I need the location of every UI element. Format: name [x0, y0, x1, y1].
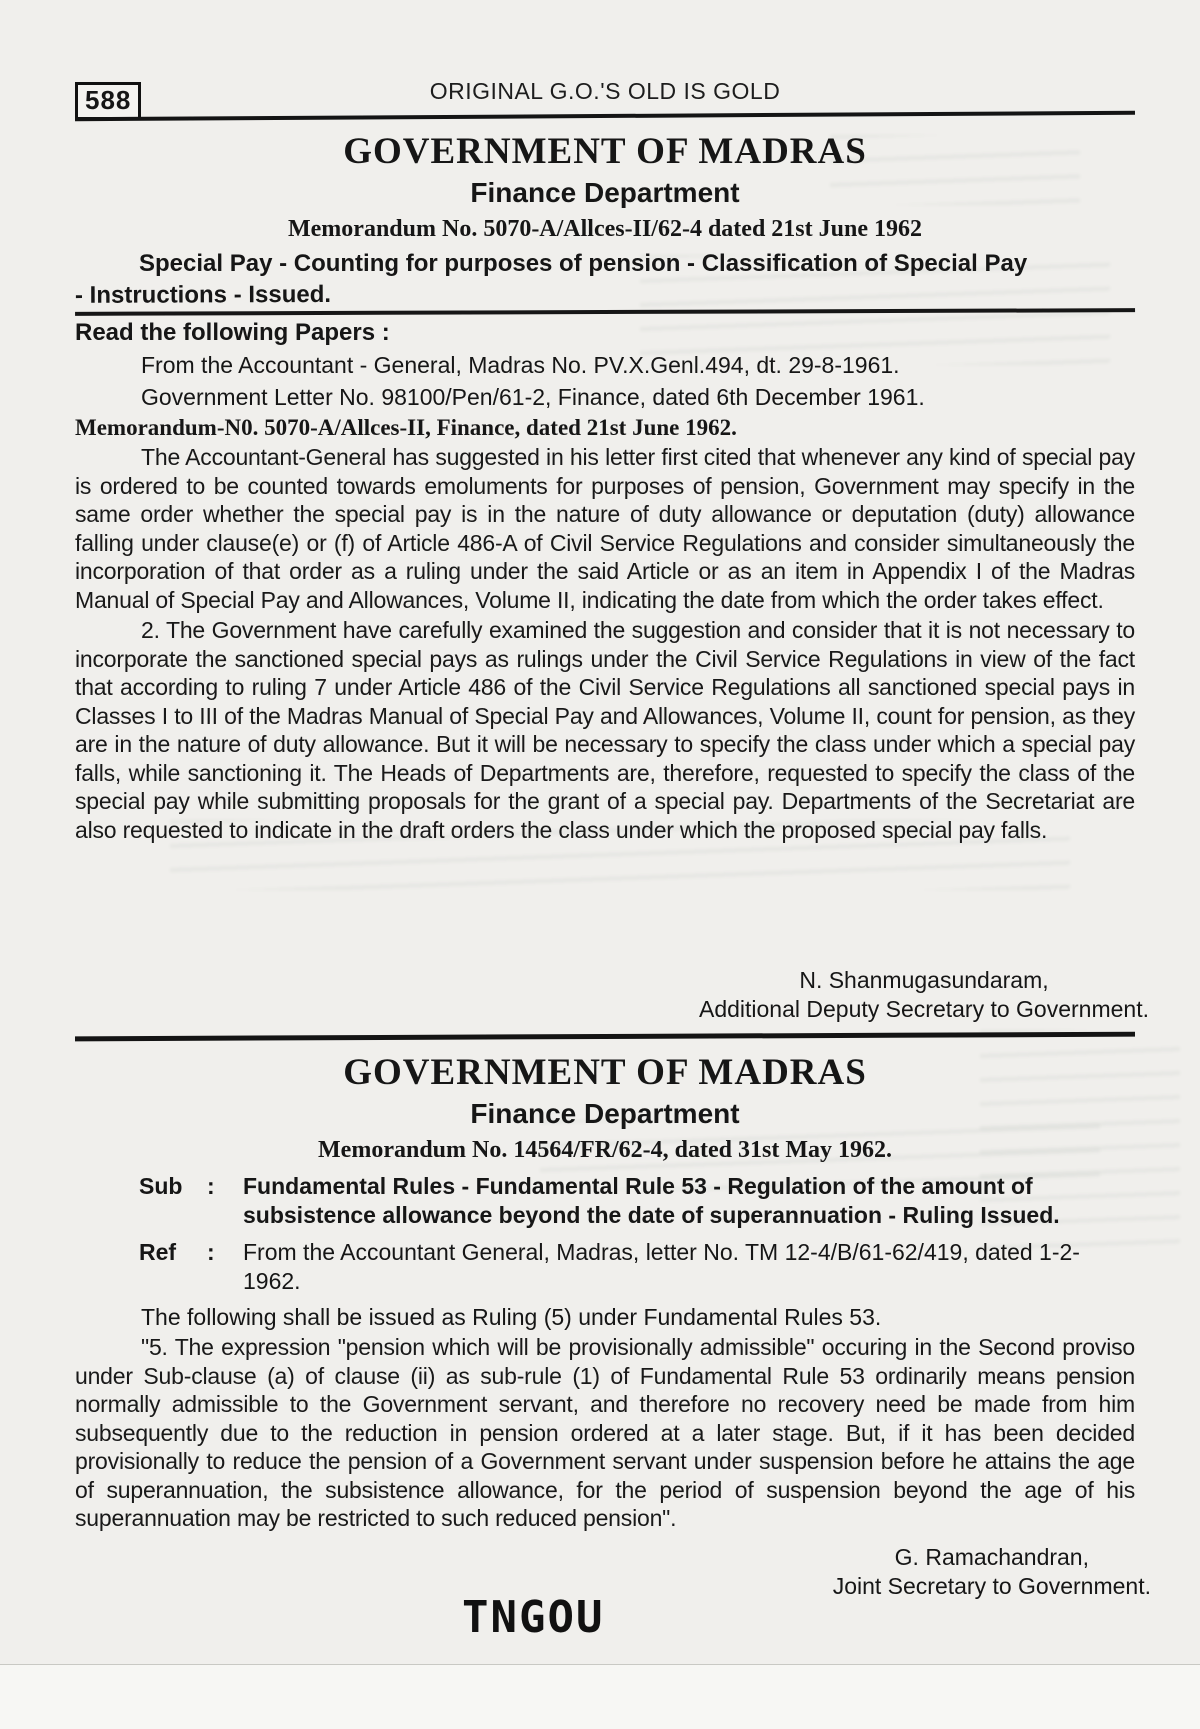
ruling-intro-line: The following shall be issued as Ruling (5) under Fundamental Rules 53. — [141, 1304, 882, 1330]
memo1-paragraph-1: The Accountant-General has suggested in his letter first cited that whenever any kind of special pay is ordered to be counted towards emoluments for purposes of pension, Government may specify in the same order whether the special pay is in the nature of duty allowance or deputation (duty) allowance falling under clause(e) or (f) of Article 486-A of Civil Service Regulations and consider simultaneously the incorporation of that order as a ruling under the said Article or as an item in Appendix I of the Madras Manual of Special Pay and Allowances, Volume II, indicating the date from which the order takes effect. — [75, 444, 1135, 613]
department-title: Finance Department — [470, 1098, 740, 1129]
header-rule — [75, 111, 1135, 121]
signatory-title: Joint Secretary to Government. — [832, 1572, 1151, 1599]
government-title: GOVERNMENT OF MADRAS — [343, 131, 867, 172]
memo1-paragraph-2: 2. The Government have carefully examined the suggestion and consider that it is not necessary to incorporate the sanctioned special pays as rulings under the Civil Service Regulations in view of the fact that according to ruling 7 under Article 486 of the Civil Service Regulations all sanctioned special pays in Classes I to III of the Madras Manual of Special Pay and Allowances, Volume II, count for pension, as they are in the nature of duty allowance. But it will be necessary to specify the class under which a special pay falls, while sanctioning it. The Heads of Departments are, therefore, requested to specify the class of the special pay while submitting proposals for the grant of a special pay. Departments of the Secretariat are also requested to indicate in the draft orders the class under which the proposed special pay falls. — [75, 617, 1135, 843]
subject-heading — [75, 249, 1135, 314]
ref-row — [139, 1238, 1135, 1296]
subject-line-1: Special Pay - Counting for purposes of pension - Classification of Special Pay — [139, 250, 1028, 277]
page-content — [74, 76, 1151, 1601]
page-header — [75, 76, 1135, 115]
paper-reference-2: Government Letter No. 98100/Pen/61-2, Finance, dated 6th December 1961. — [141, 384, 925, 410]
section-divider-rule — [75, 1032, 1135, 1042]
ruling-paragraph: "5. The expression "pension which will be provisionally admissible" occuring in the Second proviso under Sub-clause (a) of clause (ii) as sub-rule (1) of Fundamental Rule 53 ordinarily means pension normally admissible to the Government servant, and therefore no recovery need be made from him subsequently due to the reduction in pension ordered at a later stage. But, if it has been decided provisionally to reduce the pension of a Government servant under suspension before he attains the age of superannuation, the subsistence allowance, for the period of suspension beyond the age of his superannuation may be restricted to such reduced pension". — [75, 1334, 1135, 1531]
running-head-title: ORIGINAL G.O.'S OLD IS GOLD — [429, 78, 781, 104]
memo-2 — [75, 1051, 1151, 1601]
signatory-name: N. Shanmugasundaram, — [799, 967, 1049, 993]
tngou-watermark: TNGOU — [462, 1592, 605, 1643]
sub-row — [139, 1172, 1135, 1230]
department-title: Finance Department — [470, 177, 740, 208]
ref-text: From the Accountant General, Madras, letter No. TM 12-4/B/61-62/419, dated 1-2-1962. — [243, 1239, 1080, 1294]
ref-colon: : — [207, 1239, 215, 1265]
memorandum-number-line: Memorandum No. 5070-A/Allces-II/62-4 dated 21st June 1962 — [288, 216, 922, 242]
page-number-badge: 588 — [75, 82, 141, 120]
ref-label: Ref — [139, 1239, 177, 1265]
sub-colon: : — [207, 1173, 215, 1199]
subject-line-2: - Instructions - Issued. — [75, 277, 1135, 316]
signatory-name: G. Ramachandran, — [894, 1543, 1089, 1570]
government-title: GOVERNMENT OF MADRAS — [343, 1052, 867, 1093]
paper-reference-1: From the Accountant - General, Madras No. PV.X.Genl.494, dt. 29-8-1961. — [141, 352, 900, 378]
memo-1 — [74, 130, 1149, 1024]
signature-block-1 — [699, 966, 1149, 1024]
memorandum-number-line: Memorandum No. 14564/FR/62-4, dated 31st May 1962. — [318, 1137, 892, 1163]
read-papers-heading: Read the following Papers : — [75, 319, 390, 346]
signatory-title: Additional Deputy Secretary to Government. — [698, 996, 1149, 1022]
scan-page-edge — [0, 1664, 1200, 1729]
signature-block-2 — [833, 1543, 1151, 1601]
memorandum-ref-line: Memorandum-N0. 5070-A/Allces-II, Finance, dated 21st June 1962. — [75, 415, 737, 440]
sub-text: Fundamental Rules - Fundamental Rule 53 - Regulation of the amount of subsistence allowance beyond the date of superannuation - Ruling Issued. — [243, 1173, 1060, 1228]
sub-label: Sub — [139, 1173, 183, 1199]
